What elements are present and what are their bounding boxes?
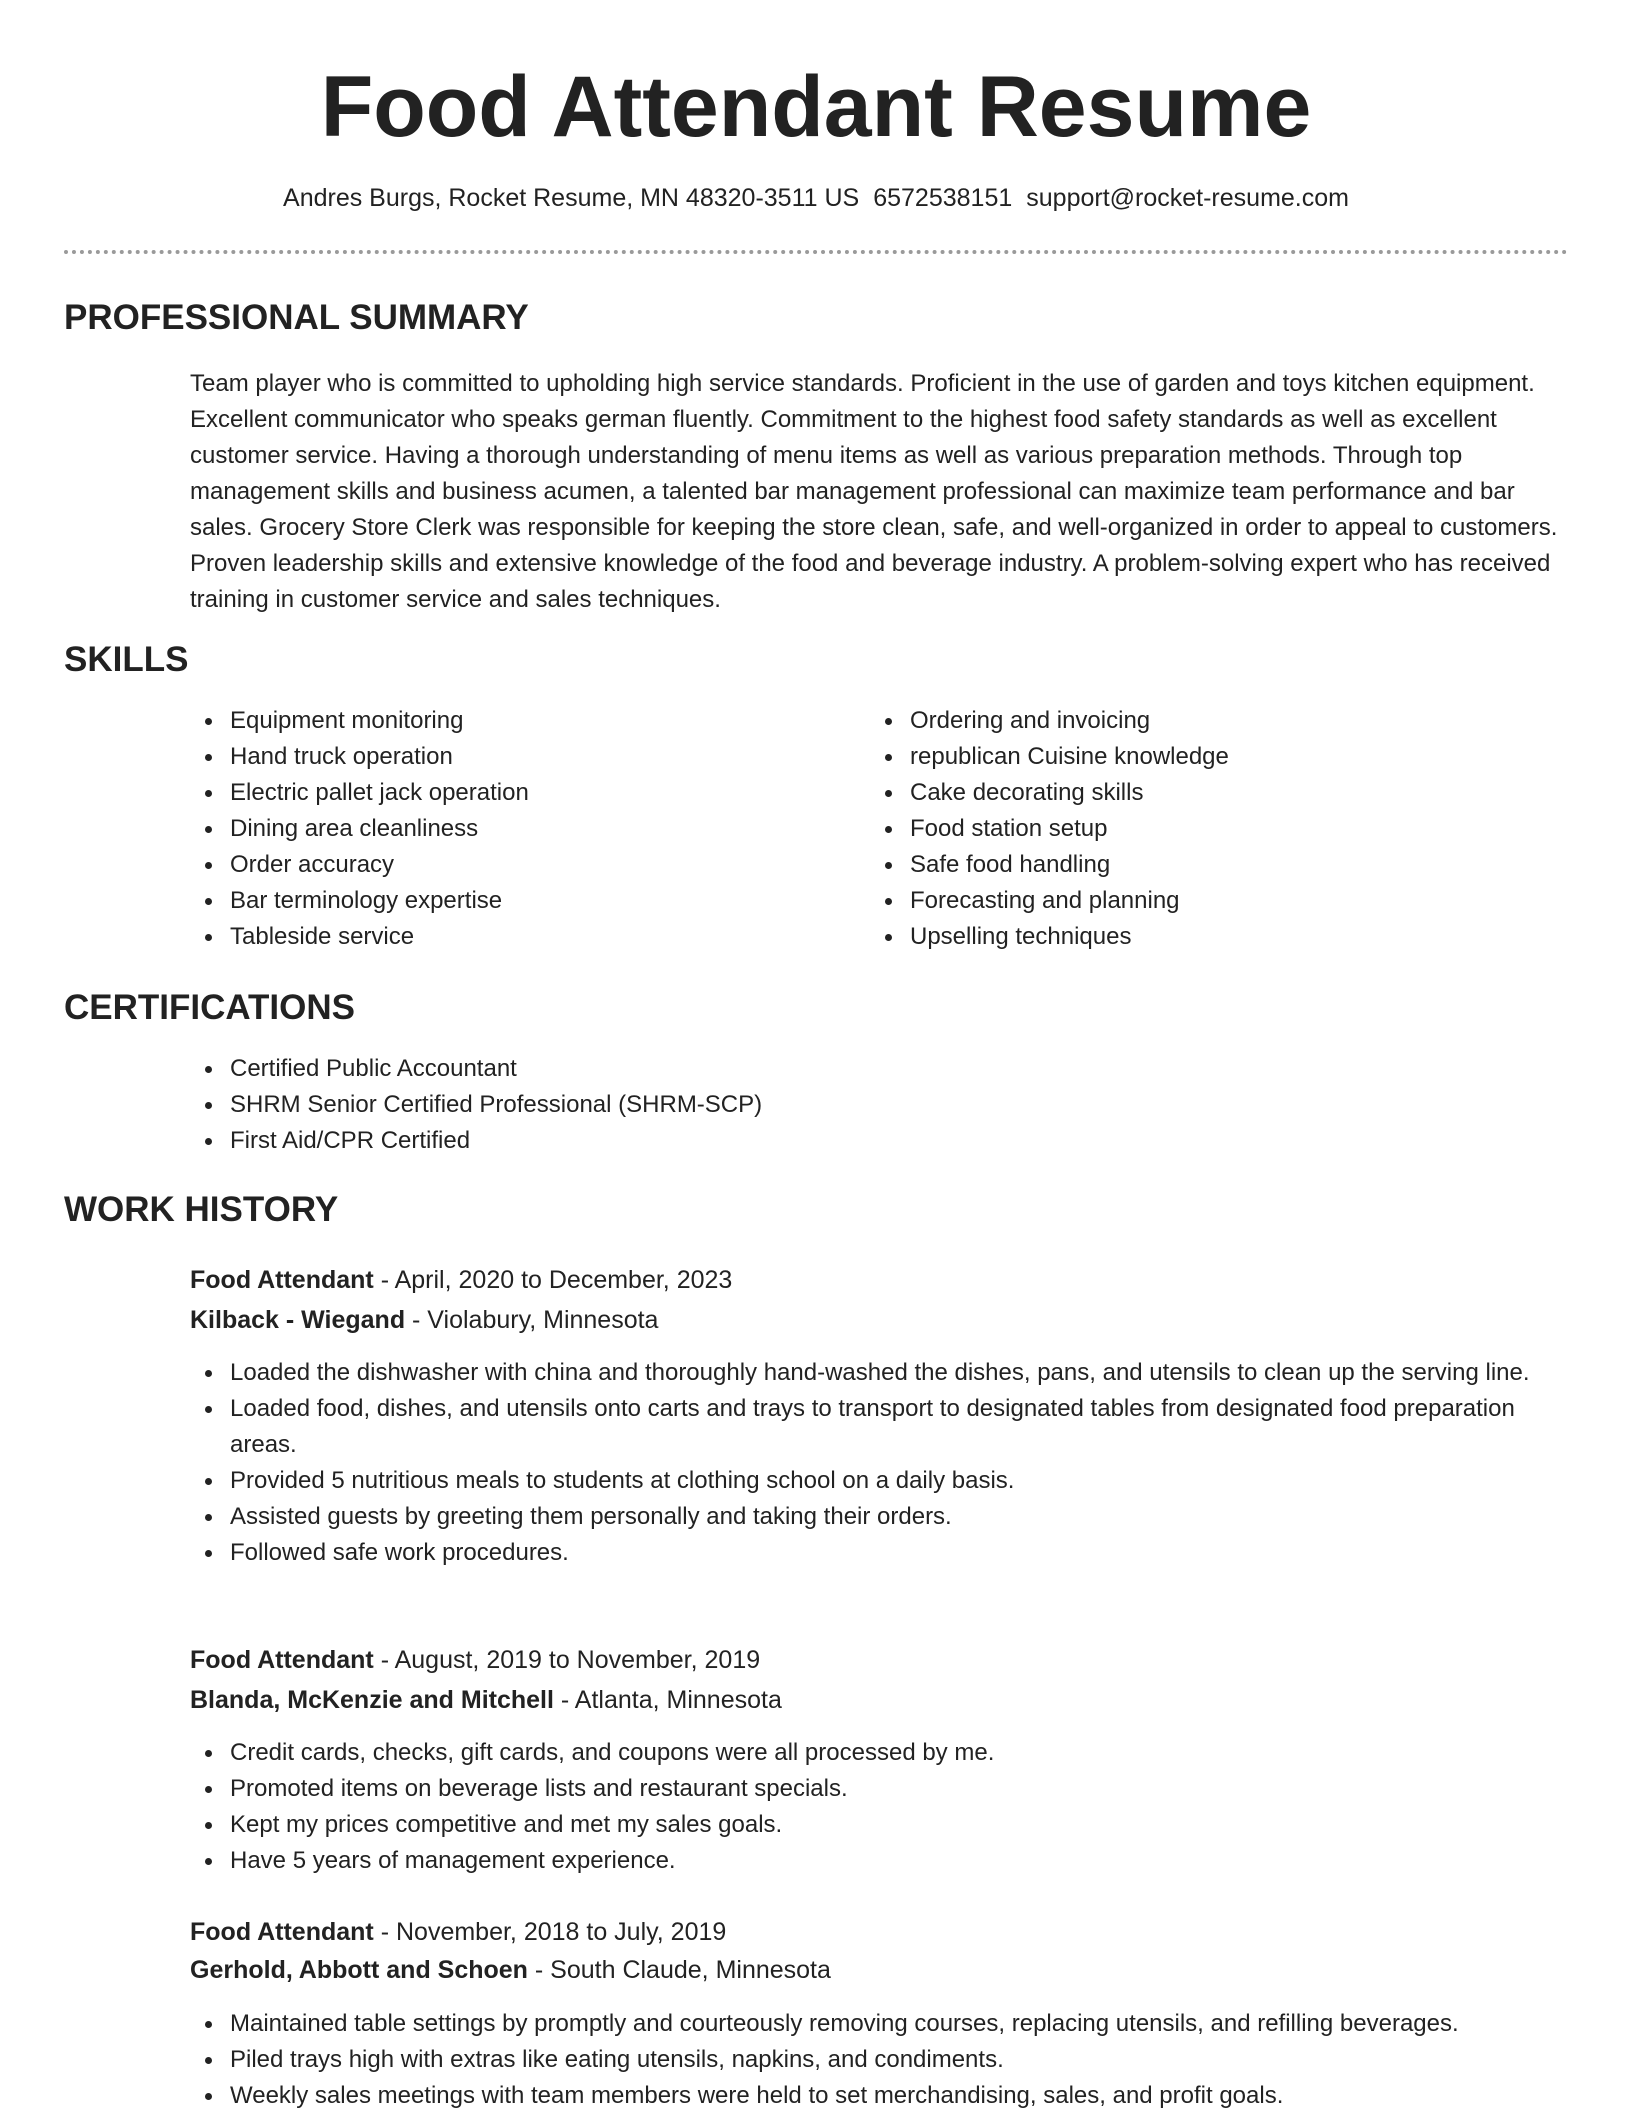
job-title: Food Attendant [190,1266,374,1294]
skill-item: Upselling techniques [910,919,1570,955]
summary-text: Team player who is committed to upholding high service standards. Proficient in the use of garden and toys kitchen equipment. Excellent communicator who speaks german fluently. Commitment to the highest food safety standards as well as excellent customer service. Having a thorough understanding of menu items as well as various preparation methods. Through top management skills and business acumen, a talented bar management professional can maximize team performance and bar sales. Grocery Store Clerk was responsible for keeping the store clean, safe, and well-organized in order to appeal to customers. Proven leadership skills and extensive knowledge of the food and beverage industry. A problem-solving expert who has received training in customer service and sales techniques. [190,370,1558,613]
contact-phone: 6572538151 [873,184,1013,212]
job-company: Gerhold, Abbott and Schoen [190,1956,528,1984]
job-title-line [190,1914,726,1950]
contact-address: Andres Burgs, Rocket Resume, MN 48320-3511 US [283,184,860,212]
skill-item: Safe food handling [910,847,1570,883]
contact-line [0,180,1632,216]
job-title: Food Attendant [190,1646,374,1674]
certification-item: Certified Public Accountant [230,1051,1570,1087]
job-dates: - August, 2019 to November, 2019 [373,1646,761,1674]
job-duties-list [187,1735,1570,1879]
job-duty: Assisted guests by greeting them personally and taking their orders. [230,1499,1570,1535]
job-dates: - April, 2020 to December, 2023 [373,1266,733,1294]
summary-heading: PROFESSIONAL SUMMARY [64,298,529,337]
job-duty: Weekly sales meetings with team members were held to set merchandising, sales, and profit goals. [230,2078,1570,2114]
job-duty: Provided 5 nutritious meals to students at clothing school on a daily basis. [230,1463,1570,1499]
job-location: - Violabury, Minnesota [405,1306,659,1334]
job-duties-list [187,1355,1570,1571]
job-duty: Maintained table settings by promptly and courteously removing courses, replacing utensils, and refilling beverages. [230,2006,1570,2042]
job-duty: Loaded food, dishes, and utensils onto carts and trays to transport to designated tables from designated food preparation areas. [230,1391,1570,1463]
job-title-line [190,1642,760,1678]
job-duty: Promoted items on beverage lists and restaurant specials. [230,1771,1570,1807]
skill-item: Ordering and invoicing [910,703,1570,739]
skill-item: Dining area cleanliness [230,811,830,847]
job-company-line [190,1682,782,1718]
job-company-line [190,1952,831,1988]
job-location: - Atlanta, Minnesota [553,1686,782,1714]
job-location: - South Claude, Minnesota [527,1956,831,1984]
skill-item: Hand truck operation [230,739,830,775]
certification-item: SHRM Senior Certified Professional (SHRM-SCP) [230,1087,1570,1123]
skills-list-right [867,703,1570,955]
job-duty: Credit cards, checks, gift cards, and coupons were all processed by me. [230,1735,1570,1771]
skill-item: Bar terminology expertise [230,883,830,919]
certifications-list [187,1051,1570,1159]
skill-item: Electric pallet jack operation [230,775,830,811]
skills-heading: SKILLS [64,640,189,679]
skill-item: Food station setup [910,811,1570,847]
skill-item: Tableside service [230,919,830,955]
job-company-line [190,1302,658,1338]
job-title: Food Attendant [190,1918,374,1946]
resume-title: Food Attendant Resume [320,59,1312,155]
job-duty: Piled trays high with extras like eating utensils, napkins, and condiments. [230,2042,1570,2078]
job-duty: Have 5 years of management experience. [230,1843,1570,1879]
header-divider [64,250,1568,254]
skill-item: Cake decorating skills [910,775,1570,811]
skill-item: Order accuracy [230,847,830,883]
skill-item: Forecasting and planning [910,883,1570,919]
job-duty: Followed safe work procedures. [230,1535,1570,1571]
skill-item: Equipment monitoring [230,703,830,739]
job-duties-list [187,2006,1570,2114]
job-company: Kilback - Wiegand [190,1306,406,1334]
job-duty: Loaded the dishwasher with china and thoroughly hand-washed the dishes, pans, and utensils to clean up the serving line. [230,1355,1570,1391]
job-company: Blanda, McKenzie and Mitchell [190,1686,554,1714]
contact-email[interactable]: support@rocket-resume.com [1026,184,1349,212]
certifications-heading: CERTIFICATIONS [64,988,356,1027]
certification-item: First Aid/CPR Certified [230,1123,1570,1159]
work-history-heading: WORK HISTORY [64,1190,339,1229]
skills-list-left [187,703,830,955]
job-dates: - November, 2018 to July, 2019 [373,1918,727,1946]
job-duty: Kept my prices competitive and met my sales goals. [230,1807,1570,1843]
skill-item: republican Cuisine knowledge [910,739,1570,775]
job-title-line [190,1262,732,1298]
